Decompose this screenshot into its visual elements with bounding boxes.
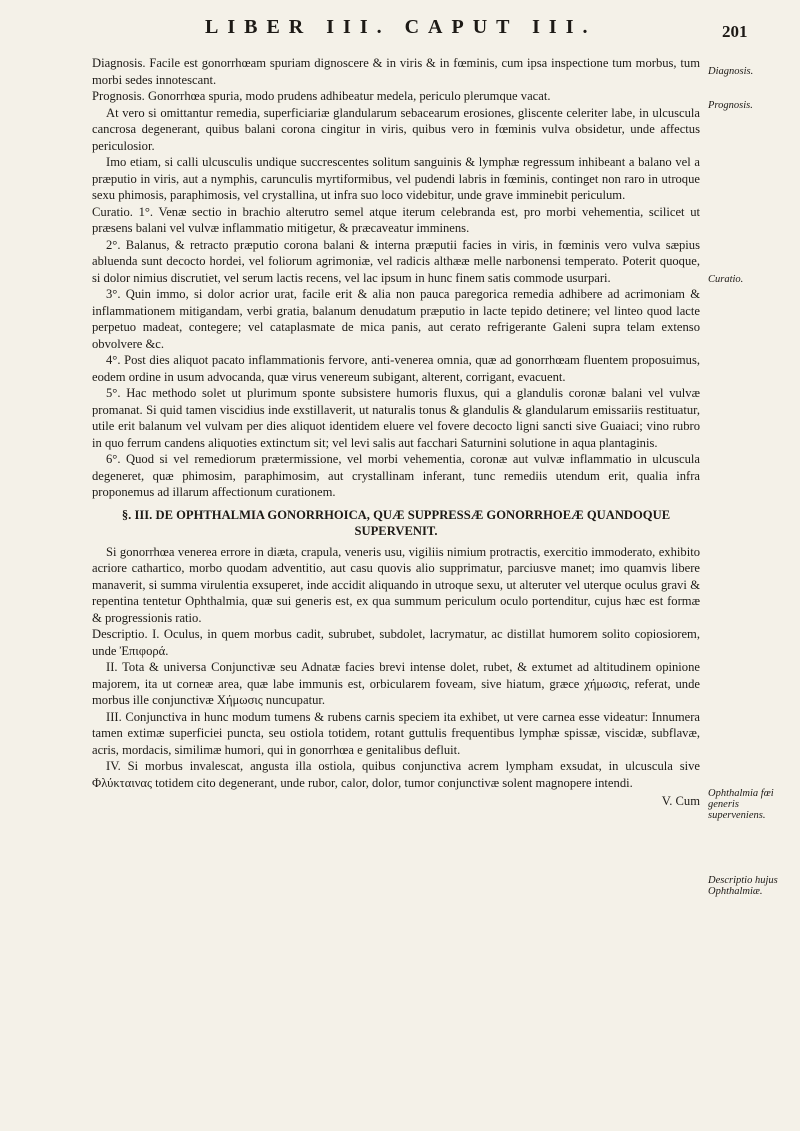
text-body — [92, 55, 700, 810]
page-number: 201 — [722, 22, 748, 41]
paragraph: III. Conjunctiva in hunc modum tumens & rubens carnis speciem ita exhibet, ut vere carnea esse videatur: Innumera tamen extimæ superficiei puncta, seu ostiola totidem, rotant guttulis frequentibus lymphæ spissæ, viscidæ, subflavæ, acris, mordacis, similimæ humori, qui in gonorrhœa e genitalibus defluit. — [92, 709, 700, 757]
paragraph: 6°. Quod si vel remediorum prætermissione, vel morbi vehementia, coronæ aut vulvæ inflammatio in ulcuscula degeneret, quæ phimosim, paraphimosim, aut crystallinam inferant, tunc remediis utendum erit, qualia infra proponemus ad illarum affectionum curationem. — [92, 452, 700, 499]
margin-note-prognosis: Prognosis. — [708, 100, 753, 111]
paragraph: 4°. Post dies aliquot pacato inflammationis fervore, anti-venerea omnia, quæ ad gonorrhœam fluentem proposuimus, eodem ordine in usum advocanda, quæ virus venereum subigant, alterent, corrigant, evacuent. — [92, 353, 700, 384]
paragraph-descriptio: Descriptio. I. Oculus, in quem morbus cadit, subrubet, subdolet, lacrymatur, ac distillat humorem solito copiosiorem, unde Ἐπιφορά. — [92, 627, 700, 658]
paragraph-curatio: Curatio. 1°. Venæ sectio in brachio alterutro semel atque iterum celebranda est, pro morbi vehementia, scilicet ut præsens balani vel vulvæ inflammatio mitigetur, & præcaveatur imminens. — [92, 204, 700, 235]
section-heading: §. III. DE OPHTHALMIA GONORRHOICA, QUÆ SUPPRESSÆ GONORRHOEÆ QUANDOQUE SUPERVENIT. — [121, 507, 671, 538]
paragraph: Si gonorrhœa venerea errore in diæta, crapula, veneris usu, vigiliis nimium protractis, exercitio immoderato, exhibito acriore cathartico, morbo quodam adventitio, aut casu quovis alio supprimatur, parciusve manet; imo quamvis libere manaverit, si summa virulentia exsuperet, inde accidit aliquando in utroque sexu, ut alteruter vel uterque oculus gravi & repentina tentetur Ophthalmia, quæ sui generis est, ex qua summum periculum oculo portenditur, cujus hæc est formæ & progressionis ratio. — [92, 544, 700, 625]
catchword: V. Cum — [661, 794, 700, 808]
paragraph: 2°. Balanus, & retracto præputio corona balani & interna præputii facies in viris, in fœminis vero vulva sæpius abluenda sunt decocto hordei, vel foliorum agrimoniæ, vel radicis althææ melle narbonensi temperato. Poterit quoque, si dolor nimius discrutiet, vel serum lactis recens, vel lac ipsum in hunc finem satis commode usurpari. — [92, 237, 700, 285]
page-header — [0, 10, 800, 50]
paragraph-diagnosis: Diagnosis. Facile est gonorrhœam spuriam dignoscere & in viris & in fœminis, cum ipsa inspectione tum morbus, tum morbi sedes innotescant. — [92, 56, 700, 87]
paragraph: At vero si omittantur remedia, superficiariæ glandularum sebacearum erosiones, gliscente celeriter labe, in ulcuscula cancrosa degenerant, quibus balani corona cingitur in viris, quibus vero in fœminis vulva obsidetur, unde affectus periculosior. — [92, 105, 700, 153]
running-title: LIBER III. CAPUT III. — [205, 16, 597, 38]
margin-note-ophthalmia: Ophthalmia fœi generis superveniens. — [708, 788, 774, 821]
paragraph: Imo etiam, si calli ulcusculis undique succrescentes solitum sanguinis & lymphæ regressum inhibeant a balano vel a præputio in viris, aut a nymphis, carunculis myrtiformibus, vel pudendi labris in fœminis, continget non raro in utroque sexu phimosis, paraphimosis, vel crystallina, ut infra suo loco videbitur, unde grave imminebit periculum. — [92, 155, 700, 202]
paragraph: II. Tota & universa Conjunctivæ seu Adnatæ facies brevi intense dolet, rubet, & extumet ad altitudinem opinione majorem, ita ut corneæ area, quæ labe immunis est, orbicularem foveam, sive hiatum, græce χήμωσις, referat, unde morbus ille conjunctivæ Χήμωσις nuncupatur. — [92, 660, 700, 707]
margin-note-diagnosis: Diagnosis. — [708, 66, 754, 77]
paragraph: 3°. Quin immo, si dolor acrior urat, facile erit & alia non pauca paregorica remedia adhibere ad acrimoniam & inflammationem mitigandam, verbi gratia, balanum denudatum præputio in lacte tepido detinere; vel linteo quod lacte perpetuo madeat, contegere; vel cataplasmate de mica panis, aut cerato refrigerante Galeni supra telam extenso obvolvere &c. — [92, 287, 700, 351]
paragraph: 5°. Hac methodo solet ut plurimum sponte subsistere humoris fluxus, qui a glandulis coronæ balani vel vulvæ promanat. Si quid tamen viscidius inde exstillaverit, ut naturalis tonus & glandulis & glandularum emissariis restituatur, utile erit balanum vel vulvam per dies aliquot identidem eluere vel fovere decocto ligni sancti sive Guaiaci; vino rubro in quo ferrum candens aliquoties extinctum sit; vel levi salis aut facchari Saturnini solutione in aqua plantaginis. — [92, 386, 700, 450]
margin-note-curatio: Curatio. — [708, 274, 744, 285]
paragraph-prognosis: Prognosis. Gonorrhœa spuria, modo prudens adhibeatur medela, periculo plerumque vacat. — [92, 89, 551, 103]
margin-note-descriptio: Descriptio hujus Ophthalmiæ. — [708, 875, 778, 897]
paragraph: IV. Si morbus invalescat, angusta illa ostiola, quibus conjunctiva acrem lympham exsudat, in ulcuscula sive Φλύκταινας totidem cito degenerant, unde rubor, calor, dolor, tumor conjunctivæ solent magnopere intendi. — [92, 759, 700, 790]
